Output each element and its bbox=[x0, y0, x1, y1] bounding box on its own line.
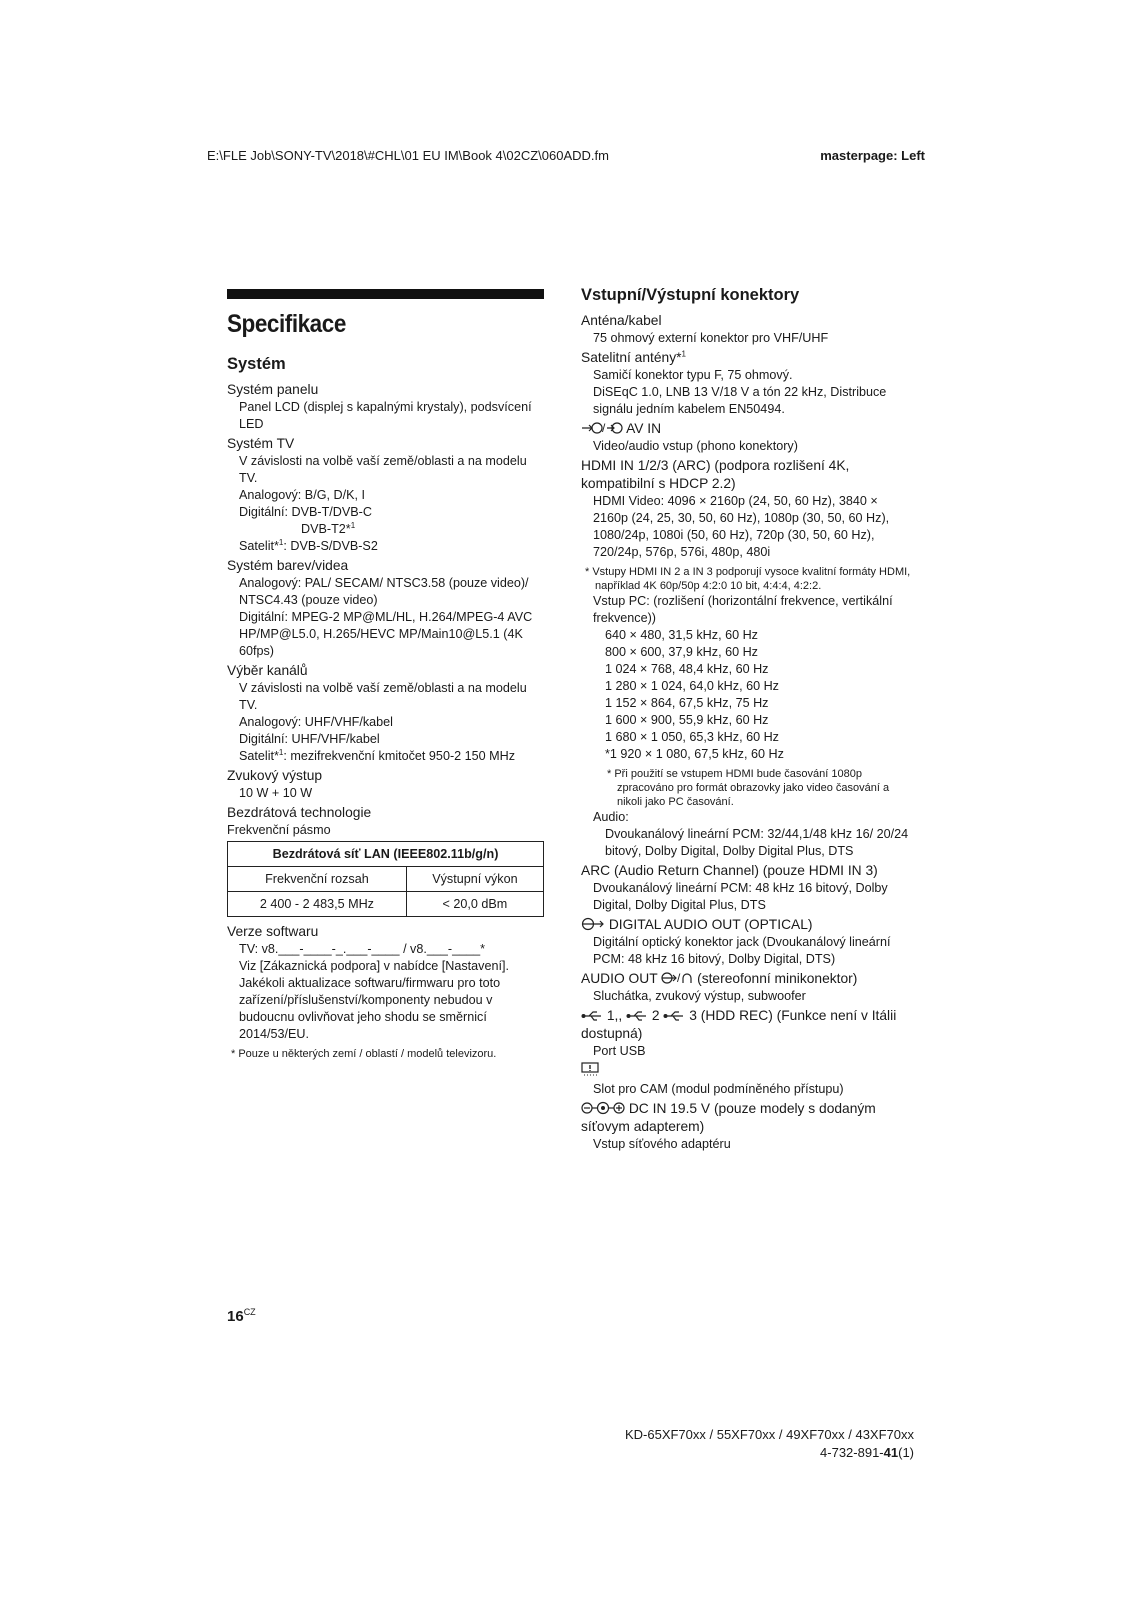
dc-in-label: DC IN 19.5 V (pouze modely s dodaným síťovym adapterem) bbox=[581, 1101, 876, 1134]
channel-analog: Analogový: UHF/VHF/kabel bbox=[239, 715, 393, 729]
masterpage-label: masterpage: Left bbox=[820, 148, 925, 163]
cam-slot-icon bbox=[581, 1062, 599, 1078]
page-number: $16^{CZ}$ bbox=[227, 1307, 256, 1325]
usb-label: 1,, 2 3 (HDD REC) (Funkce není v Itálii dostupná) bbox=[581, 1008, 897, 1041]
usb-icon bbox=[663, 1010, 685, 1022]
document-code: 4-732-891-41(1) bbox=[820, 1445, 914, 1460]
pc-footnote: * Při použití se vstupem HDMI bude časování 1080p zpracováno pro formát obrazovky jako video časování a nikoli jako PC časování. bbox=[607, 768, 890, 808]
tv-satellite: Satelit*$^1$: DVB-S/DVB-S2 bbox=[239, 537, 378, 553]
usb-icon bbox=[626, 1010, 648, 1022]
table-col-frequency: Frekvenční rozsah bbox=[228, 867, 407, 892]
dc-polarity-icon bbox=[581, 1101, 625, 1115]
antenna-label: Anténa/kabel bbox=[581, 313, 662, 328]
tv-digital: Digitální: DVB-T/DVB-C bbox=[239, 505, 372, 519]
io-heading: Vstupní/Výstupní konektory bbox=[581, 286, 800, 304]
channel-digital: Digitální: UHF/VHF/kabel bbox=[239, 732, 380, 746]
usb-value: Port USB bbox=[593, 1044, 646, 1058]
satellite-value-1: Samičí konektor typu F, 75 ohmový. bbox=[593, 368, 793, 382]
software-version: TV: v8.___-____-_.___-____ / v8.___-____* bbox=[239, 942, 485, 956]
software-footnote: * Pouze u některých zemí / oblastí / modelů televizoru. bbox=[231, 1048, 497, 1060]
software-label: Verze softwaru bbox=[227, 924, 319, 939]
tv-system-value: V závislosti na volbě vaší země/oblasti a na modelu TV. bbox=[239, 454, 527, 485]
pc-resolution: 1 152 × 864, 67,5 kHz, 75 Hz bbox=[605, 696, 769, 710]
av-input-icon bbox=[581, 421, 623, 435]
wlan-table-header: Bezdrátová síť LAN (IEEE802.11b/g/n) bbox=[228, 842, 544, 867]
model-list: KD-65XF70xx / 55XF70xx / 49XF70xx / 43XF70xx bbox=[624, 1427, 914, 1442]
panel-value: Panel LCD (displej s kapalnými krystaly), podsvícení LED bbox=[239, 400, 532, 431]
hdmi-footnote: * Vstupy HDMI IN 2 a IN 3 podporují vysoce kvalitní formáty HDMI, například 4K 60p/50p 4:2:0 10 bit, 4:4:4, 4:2:2. bbox=[585, 566, 911, 592]
hdmi-video: HDMI Video: 4096 × 2160p (24, 50, 60 Hz), 3840 × 2160p (24, 25, 30, 50, 60 Hz), 1080p (30, 50, 60 Hz), 1080/24p, 1080i (50, 60 Hz), 720p (30, 50, 60 Hz), 720/24p, 576p, 576i, 480p, 480i bbox=[593, 494, 890, 559]
frequency-band-label: Frekvenční pásmo bbox=[227, 823, 331, 837]
left-column bbox=[227, 289, 544, 1061]
pc-resolution: 640 × 480, 31,5 kHz, 60 Hz bbox=[605, 628, 758, 642]
svg-text:/: / bbox=[602, 421, 606, 435]
optical-value: Digitální optický konektor jack (Dvoukanálový lineární PCM: 48 kHz 16 bitový, Dolby Digital, DTS) bbox=[593, 935, 891, 966]
hdmi-audio-label: Audio: bbox=[593, 810, 629, 824]
arc-value: Dvoukanálový lineární PCM: 48 kHz 16 bitový, Dolby Digital, Dolby Digital Plus, DTS bbox=[593, 881, 888, 912]
panel-label: Systém panelu bbox=[227, 382, 319, 397]
table-col-power: Výstupní výkon bbox=[406, 867, 543, 892]
page-title: Specifikace bbox=[227, 310, 346, 338]
cam-label bbox=[581, 1062, 911, 1081]
pc-resolution: 1 600 × 900, 55,9 kHz, 60 Hz bbox=[605, 713, 769, 727]
pc-resolution: 800 × 600, 37,9 kHz, 60 Hz bbox=[605, 645, 758, 659]
audio-output-label: Zvukový výstup bbox=[227, 768, 323, 783]
cam-value: Slot pro CAM (modul podmíněného přístupu) bbox=[593, 1082, 844, 1096]
audio-out-value: Sluchátka, zvukový výstup, subwoofer bbox=[593, 989, 806, 1003]
tv-system-label: Systém TV bbox=[227, 436, 295, 451]
wireless-label: Bezdrátová technologie bbox=[227, 805, 372, 820]
software-note: Viz [Zákaznická podpora] v nabídce [Nastavení]. Jakékoli aktualizace softwaru/firmwaru pro toto zařízení/příslušenství/komponenty nebudou v budoucnu ovlivňovat jeho shodu se směrnicí 2014/53/EU. bbox=[239, 959, 509, 1041]
channel-label: Výběr kanálů bbox=[227, 663, 308, 678]
model-footer bbox=[625, 1426, 914, 1462]
dc-in-value: Vstup síťového adaptéru bbox=[593, 1137, 731, 1151]
av-in-label: / AV IN bbox=[581, 420, 911, 438]
svg-text:/: / bbox=[677, 971, 681, 985]
right-column bbox=[581, 284, 911, 1153]
pc-input-label: Vstup PC: (rozlišení (horizontální frekvence, vertikální frekvence)) bbox=[593, 594, 893, 625]
channel-satellite: Satelit*$^1$: mezifrekvenční kmitočet 950-2 150 MHz bbox=[239, 747, 516, 763]
headphone-output-icon bbox=[661, 971, 693, 985]
pc-resolution: 1 280 × 1 024, 64,0 kHz, 60 Hz bbox=[605, 679, 779, 693]
satellite-label: Satelitní antény*$^1$ bbox=[581, 349, 686, 365]
usb-icon bbox=[581, 1010, 603, 1022]
pc-resolution: *1 920 × 1 080, 67,5 kHz, 60 Hz bbox=[605, 747, 784, 761]
audio-output-value: 10 W + 10 W bbox=[239, 786, 313, 800]
hdmi-audio-value: Dvoukanálový lineární PCM: 32/44,1/48 kHz 16/ 20/24 bitový, Dolby Digital, Dolby Digital Plus, DTS bbox=[605, 827, 909, 858]
pc-resolution: 1 680 × 1 050, 65,3 kHz, 60 Hz bbox=[605, 730, 779, 744]
audio-out-label: AUDIO OUT / (stereofonní minikonektor) bbox=[581, 971, 858, 986]
pc-resolution: 1 024 × 768, 48,4 kHz, 60 Hz bbox=[605, 662, 769, 676]
color-system-label: Systém barev/videa bbox=[227, 558, 349, 573]
file-path: E:\FLE Job\SONY-TV\2018\#CHL\01 EU IM\Book 4\02CZ\060ADD.fm bbox=[207, 148, 609, 163]
av-in-value: Video/audio vstup (phono konektory) bbox=[593, 439, 798, 453]
title-bar bbox=[227, 289, 544, 299]
table-frequency-value: 2 400 - 2 483,5 MHz bbox=[228, 892, 407, 917]
wlan-table bbox=[227, 841, 544, 917]
antenna-value: 75 ohmový externí konektor pro VHF/UHF bbox=[593, 331, 829, 345]
system-heading: Systém bbox=[227, 355, 286, 373]
tv-analog: Analogový: B/G, D/K, I bbox=[239, 488, 365, 502]
color-digital: Digitální: MPEG-2 MP@ML/HL, H.264/MPEG-4 AVC HP/MP@L5.0, H.265/HEVC MP/Main10@L5.1 (4K 60fps) bbox=[239, 610, 533, 658]
optical-label: DIGITAL AUDIO OUT (OPTICAL) bbox=[581, 916, 911, 934]
optical-output-icon bbox=[581, 917, 605, 931]
color-analog: Analogový: PAL/ SECAM/ NTSC3.58 (pouze video)/ NTSC4.43 (pouze video) bbox=[239, 576, 529, 607]
hdmi-label: HDMI IN 1/2/3 (ARC) (podpora rozlišení 4K, kompatibilní s HDCP 2.2) bbox=[581, 458, 850, 491]
channel-note: V závislosti na volbě vaší země/oblasti a na modelu TV. bbox=[239, 681, 527, 712]
tv-dvbt2: DVB-T2*$^1$ bbox=[301, 520, 356, 536]
table-power-value: < 20,0 dBm bbox=[406, 892, 543, 917]
satellite-value-2: DiSEqC 1.0, LNB 13 V/18 V a tón 22 kHz, Distribuce signálu jedním kabelem EN50494. bbox=[593, 385, 887, 416]
arc-label: ARC (Audio Return Channel) (pouze HDMI IN 3) bbox=[581, 863, 878, 878]
